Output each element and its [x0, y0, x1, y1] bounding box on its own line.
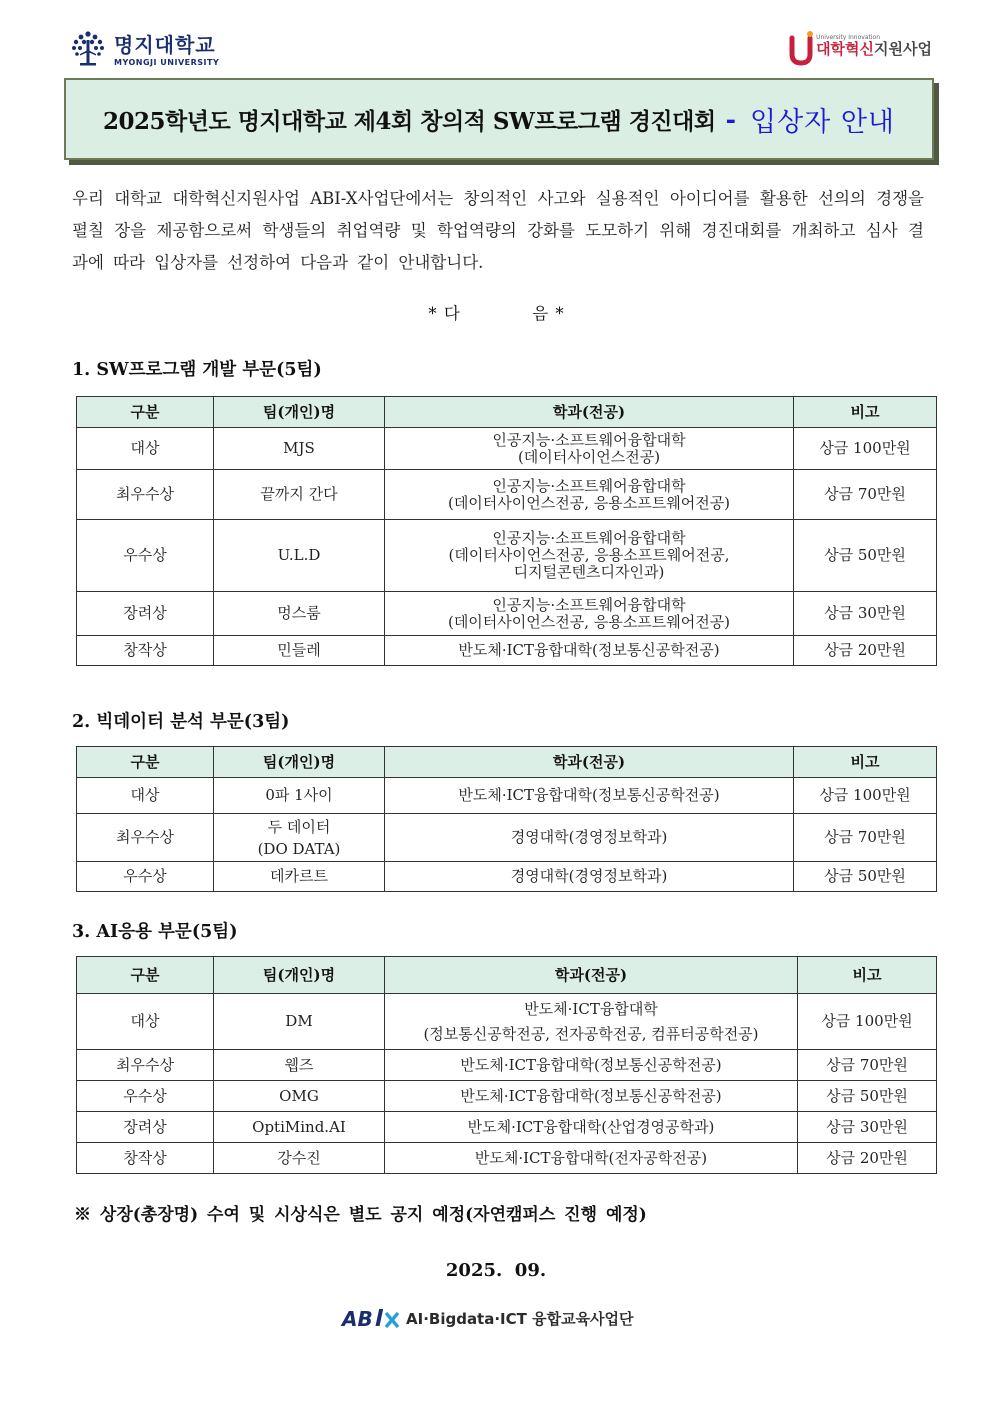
department-line: (데이터사이언스전공, 응용소프트웨어전공)	[447, 612, 731, 631]
department-line: 반도체·ICT융합대학(산업경영공학과)	[467, 1117, 715, 1136]
title-dash: -	[725, 104, 736, 134]
column-header-team: 팀(개인)명	[214, 397, 385, 428]
title-box	[64, 78, 934, 160]
award-category: 창작상	[77, 1143, 214, 1174]
section-title: 3. AI응용 부문(5팀)	[72, 922, 238, 942]
team-name	[214, 1112, 385, 1143]
team-name-line: MJS	[283, 439, 315, 457]
prize-note: 상금 100만원	[798, 994, 937, 1050]
page-title: 2025학년도 명지대학교 제4회 창의적 SW프로그램 경진대회	[103, 107, 716, 135]
table-row	[77, 778, 937, 814]
team-name	[214, 592, 385, 636]
team-name	[214, 1081, 385, 1112]
column-header-team: 팀(개인)명	[214, 957, 385, 994]
column-header-category: 구분	[77, 397, 214, 428]
award-category: 대상	[77, 778, 214, 814]
award-category: 우수상	[77, 862, 214, 892]
results-table	[76, 396, 937, 666]
svg-text:AB: AB	[342, 1307, 373, 1331]
team-name	[214, 520, 385, 592]
team-name-line: 강수진	[277, 1148, 321, 1167]
award-category: 대상	[77, 428, 214, 470]
award-category: 우수상	[77, 520, 214, 592]
results-table	[76, 746, 937, 892]
university-name-en: MYONGJI UNIVERSITY	[114, 58, 220, 67]
team-name-line: (DO DATA)	[257, 839, 341, 858]
prize-note: 상금 70만원	[794, 814, 937, 862]
intro-paragraph: 우리 대학교 대학혁신지원사업 ABI-X사업단에서는 창의적인 사고와 실용적인 아이디어를 활용한 선의의 경쟁을 펼칠 장을 제공함으로써 학생들의 취업역량 및 학업역량의 강화를 도모하기 위해 경진대회를 개최하고 심사 결과에 따라 입상자를 선정하여 다음과 같이 안내합니다.	[72, 189, 924, 272]
department-line: (정보통신공학전공, 전자공학전공, 컴퓨터공학전공)	[423, 1024, 759, 1043]
table-row	[77, 814, 937, 862]
table-header-row	[77, 397, 937, 428]
prize-note: 상금 100만원	[794, 778, 937, 814]
table-row	[77, 636, 937, 666]
prize-note: 상금 30만원	[798, 1112, 937, 1143]
department-line: 경영대학(경영정보학과)	[510, 828, 668, 846]
column-header-note: 비고	[794, 397, 937, 428]
results-table	[76, 956, 937, 1174]
department-line: (데이터사이언스전공, 응용소프트웨어전공,	[448, 546, 730, 564]
column-header-dept: 학과(전공)	[385, 397, 794, 428]
department-line: 디지털콘텐츠디자인과)	[513, 563, 665, 581]
team-name-line: 끝까지 간다	[260, 485, 338, 503]
award-category: 장려상	[77, 1112, 214, 1143]
award-category: 우수상	[77, 1081, 214, 1112]
table-row	[77, 428, 937, 470]
footer-logo	[340, 1305, 634, 1331]
prize-note: 상금 50만원	[794, 520, 937, 592]
table-row	[77, 994, 937, 1050]
award-category: 최우수상	[77, 814, 214, 862]
section-title: 1. SW프로그램 개발 부문(5팀)	[72, 360, 322, 380]
team-name	[214, 994, 385, 1050]
prize-note: 상금 20만원	[794, 636, 937, 666]
table-row	[77, 1050, 937, 1081]
university-name-kr: 명지대학교	[114, 33, 216, 57]
award-notice: ※ 상장(총장명) 수여 및 시상식은 별도 공지 예정(자연캠퍼스 진행 예정)	[74, 1205, 647, 1225]
team-name	[214, 814, 385, 862]
team-name	[214, 1143, 385, 1174]
team-name-line: 웹즈	[284, 1055, 314, 1074]
table-row	[77, 592, 937, 636]
document-date: 2025. 09.	[445, 1260, 547, 1281]
team-name	[214, 470, 385, 520]
department	[385, 1143, 798, 1174]
table-row	[77, 1112, 937, 1143]
prize-note: 상금 50만원	[798, 1081, 937, 1112]
team-name	[214, 636, 385, 666]
table-row	[77, 520, 937, 592]
department-line: (데이터사이언스전공, 응용소프트웨어전공)	[447, 493, 731, 512]
department	[385, 470, 794, 520]
myongji-logo	[68, 28, 219, 68]
column-header-note: 비고	[794, 747, 937, 778]
award-category: 최우수상	[77, 470, 214, 520]
department-line: 인공지능·소프트웨어융합대학	[492, 595, 686, 614]
team-name-line: 멍스룸	[277, 604, 321, 622]
department-line: 반도체·ICT융합대학	[524, 999, 658, 1018]
column-header-category: 구분	[77, 747, 214, 778]
award-category: 대상	[77, 994, 214, 1050]
prize-note: 상금 70만원	[794, 470, 937, 520]
department	[385, 994, 798, 1050]
team-name-line: DM	[285, 1012, 313, 1030]
department	[385, 1050, 798, 1081]
footer-org-name: AI·Bigdata·ICT 융합교육사업단	[406, 1309, 634, 1328]
department	[385, 636, 794, 666]
department-line: 인공지능·소프트웨어융합대학	[492, 529, 686, 547]
column-header-note: 비고	[798, 957, 937, 994]
table-header-row	[77, 957, 937, 994]
department-line: 인공지능·소프트웨어융합대학	[492, 430, 686, 449]
department	[385, 778, 794, 814]
header-logos	[0, 26, 992, 74]
da-eum-heading: * 다 음 *	[428, 304, 564, 323]
department-line: 반도체·ICT융합대학(전자공학전공)	[474, 1148, 708, 1167]
team-name-line: 0파 1사이	[265, 786, 333, 804]
column-header-dept: 학과(전공)	[385, 957, 798, 994]
column-header-category: 구분	[77, 957, 214, 994]
prize-note: 상금 50만원	[794, 862, 937, 892]
innovation-main-red: 대학혁신	[816, 39, 875, 58]
prize-note: 상금 20만원	[798, 1143, 937, 1174]
award-category: 장려상	[77, 592, 214, 636]
team-name-line: 민들레	[277, 641, 321, 659]
team-name-line: OMG	[279, 1086, 319, 1105]
department-line: 인공지능·소프트웨어융합대학	[492, 476, 686, 495]
department-line: 반도체·ICT융합대학(정보통신공학전공)	[460, 1086, 722, 1105]
innovation-u-icon	[788, 30, 814, 66]
column-header-dept: 학과(전공)	[385, 747, 794, 778]
innovation-logo	[788, 30, 932, 66]
table-row	[77, 1081, 937, 1112]
department	[385, 592, 794, 636]
team-name	[214, 1050, 385, 1081]
myongji-tree-emblem-icon	[68, 28, 108, 68]
prize-note: 상금 100만원	[794, 428, 937, 470]
page-title-highlight: 입상자 안내	[749, 106, 895, 138]
award-category: 창작상	[77, 636, 214, 666]
section-title: 2. 빅데이터 분석 부문(3팀)	[72, 712, 290, 732]
table-row	[77, 1143, 937, 1174]
department	[385, 814, 794, 862]
department-line: 경영대학(경영정보학과)	[510, 867, 668, 885]
department-line: 반도체·ICT융합대학(정보통신공학전공)	[458, 641, 720, 659]
table-row	[77, 862, 937, 892]
column-header-team: 팀(개인)명	[214, 747, 385, 778]
department	[385, 862, 794, 892]
department	[385, 428, 794, 470]
department-line: 반도체·ICT융합대학(정보통신공학전공)	[460, 1055, 722, 1074]
team-name-line: U.L.D	[277, 546, 321, 564]
team-name	[214, 428, 385, 470]
team-name	[214, 778, 385, 814]
team-name-line: 데카르트	[270, 867, 328, 885]
prize-note: 상금 70만원	[798, 1050, 937, 1081]
team-name	[214, 862, 385, 892]
innovation-small-text: University Innovation	[816, 33, 881, 41]
team-name-line: 두 데이터	[267, 817, 331, 836]
award-category: 최우수상	[77, 1050, 214, 1081]
team-name-line: OptiMind.AI	[252, 1117, 346, 1136]
department-line: 반도체·ICT융합대학(정보통신공학전공)	[458, 786, 720, 804]
prize-note: 상금 30만원	[794, 592, 937, 636]
innovation-main-gray: 지원사업	[874, 39, 932, 58]
abi-logo-icon	[340, 1305, 402, 1331]
department	[385, 1112, 798, 1143]
table-row	[77, 470, 937, 520]
department	[385, 1081, 798, 1112]
table-header-row	[77, 747, 937, 778]
department	[385, 520, 794, 592]
department-line: (데이터사이언스전공)	[517, 447, 661, 466]
